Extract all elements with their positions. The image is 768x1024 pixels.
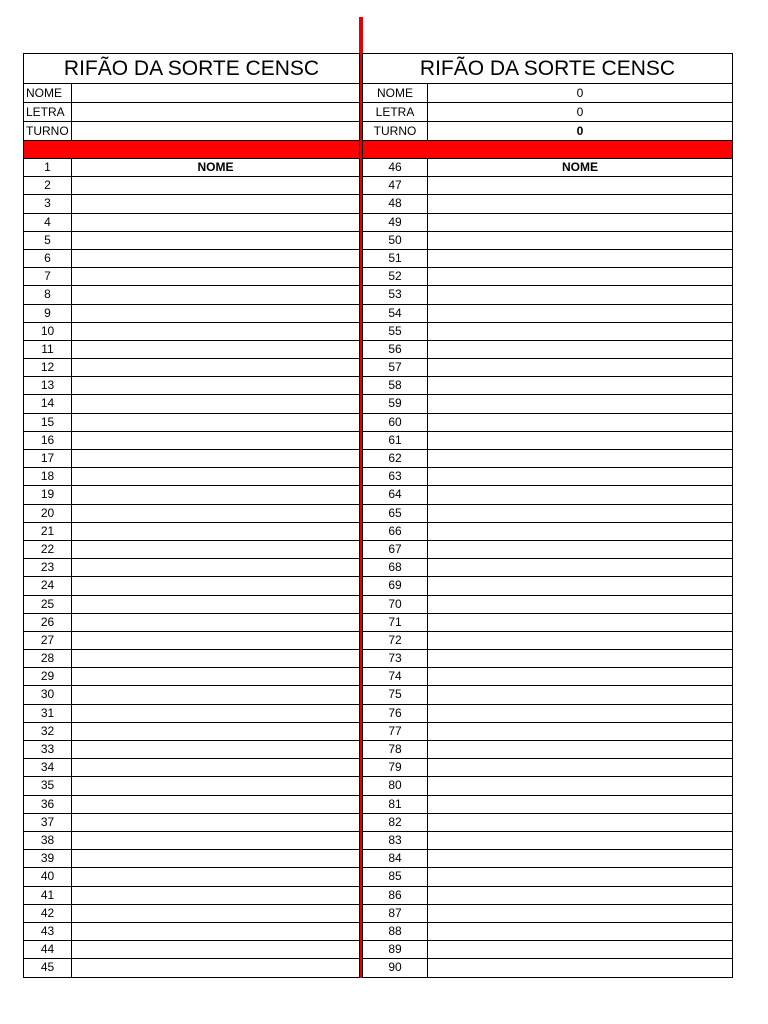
raffle-number: 31: [24, 705, 72, 722]
raffle-row: [24, 887, 359, 905]
name-cell[interactable]: [428, 323, 732, 340]
name-cell[interactable]: [72, 341, 359, 358]
raffle-row: [24, 232, 359, 250]
name-cell[interactable]: [428, 468, 732, 485]
raffle-number: 53: [363, 286, 428, 303]
name-cell[interactable]: [428, 632, 732, 649]
name-cell[interactable]: [72, 941, 359, 958]
name-cell[interactable]: [428, 432, 732, 449]
name-cell[interactable]: [428, 814, 732, 831]
raffle-number: 20: [24, 505, 72, 522]
name-cell[interactable]: [72, 541, 359, 558]
raffle-number: 16: [24, 432, 72, 449]
raffle-number: 67: [363, 541, 428, 558]
raffle-row: [363, 159, 732, 177]
name-cell[interactable]: [72, 959, 359, 977]
raffle-row: [24, 596, 359, 614]
name-cell[interactable]: [428, 341, 732, 358]
field-value[interactable]: [72, 84, 359, 102]
name-cell[interactable]: [428, 195, 732, 212]
name-cell[interactable]: [72, 450, 359, 467]
raffle-row: [363, 832, 732, 850]
raffle-number: 59: [363, 395, 428, 412]
red-separator-band: [363, 141, 732, 159]
raffle-row: [363, 286, 732, 304]
raffle-row: [24, 686, 359, 704]
raffle-number: 58: [363, 377, 428, 394]
name-cell[interactable]: [428, 923, 732, 940]
raffle-row: [24, 705, 359, 723]
raffle-number: 22: [24, 541, 72, 558]
raffle-row: [363, 523, 732, 541]
name-cell[interactable]: [428, 832, 732, 849]
raffle-number: 82: [363, 814, 428, 831]
name-cell[interactable]: [72, 759, 359, 776]
raffle-row: [24, 868, 359, 886]
field-value[interactable]: 0: [576, 105, 584, 119]
raffle-number: 54: [363, 305, 428, 322]
raffle-number: 13: [24, 377, 72, 394]
raffle-row: [363, 941, 732, 959]
raffle-number: 19: [24, 486, 72, 503]
name-cell[interactable]: [428, 959, 732, 977]
name-cell[interactable]: [72, 505, 359, 522]
name-cell[interactable]: [428, 214, 732, 231]
raffle-number: 78: [363, 741, 428, 758]
raffle-row: [363, 814, 732, 832]
name-cell[interactable]: [72, 923, 359, 940]
raffle-row: [363, 341, 732, 359]
name-cell[interactable]: [72, 705, 359, 722]
name-cell[interactable]: [72, 777, 359, 794]
raffle-number: 50: [363, 232, 428, 249]
name-cell[interactable]: [428, 941, 732, 958]
raffle-number: 60: [363, 414, 428, 431]
name-cell[interactable]: [72, 177, 359, 194]
raffle-number: 5: [24, 232, 72, 249]
name-cell[interactable]: [428, 559, 732, 576]
raffle-row: [363, 305, 732, 323]
name-cell[interactable]: [72, 650, 359, 667]
raffle-number: 80: [363, 777, 428, 794]
raffle-number: 7: [24, 268, 72, 285]
name-cell[interactable]: [72, 596, 359, 613]
raffle-row: [363, 850, 732, 868]
raffle-row: [363, 887, 732, 905]
name-cell[interactable]: [428, 505, 732, 522]
raffle-number: 87: [363, 905, 428, 922]
raffle-number: 48: [363, 195, 428, 212]
raffle-number: 15: [24, 414, 72, 431]
raffle-row: [24, 668, 359, 686]
raffle-number: 44: [24, 941, 72, 958]
name-cell[interactable]: [72, 686, 359, 703]
name-cell[interactable]: [428, 541, 732, 558]
field-value[interactable]: [72, 103, 359, 121]
raffle-number: 18: [24, 468, 72, 485]
raffle-number: 66: [363, 523, 428, 540]
raffle-row: [363, 486, 732, 504]
raffle-number: 77: [363, 723, 428, 740]
raffle-row: [24, 577, 359, 595]
raffle-row: [363, 614, 732, 632]
raffle-row: [24, 250, 359, 268]
field-turno: [24, 122, 359, 141]
sheet-title: RIFÃO DA SORTE CENSC: [24, 54, 359, 84]
raffle-number: 55: [363, 323, 428, 340]
raffle-row: [24, 559, 359, 577]
raffle-row: [363, 432, 732, 450]
raffle-row: [24, 468, 359, 486]
name-cell[interactable]: [72, 723, 359, 740]
number-list: [363, 159, 732, 977]
raffle-row: [363, 959, 732, 977]
raffle-number: 71: [363, 614, 428, 631]
name-cell[interactable]: [72, 741, 359, 758]
raffle-sheet-right: [362, 53, 733, 978]
raffle-number: 30: [24, 686, 72, 703]
field-value[interactable]: 0: [576, 124, 584, 138]
name-cell[interactable]: [72, 359, 359, 376]
name-cell[interactable]: [428, 650, 732, 667]
raffle-row: [24, 923, 359, 941]
number-list: [24, 159, 359, 977]
raffle-number: 40: [24, 868, 72, 885]
raffle-number: 38: [24, 832, 72, 849]
raffle-number: 69: [363, 577, 428, 594]
raffle-row: [363, 686, 732, 704]
raffle-row: [24, 414, 359, 432]
raffle-row: [24, 905, 359, 923]
field-label: NOME: [24, 84, 72, 102]
name-cell[interactable]: [428, 486, 732, 503]
raffle-row: [363, 505, 732, 523]
name-cell[interactable]: [72, 468, 359, 485]
raffle-sheet-left: [23, 53, 360, 978]
name-cell[interactable]: [72, 577, 359, 594]
name-cell[interactable]: [72, 195, 359, 212]
raffle-row: [363, 668, 732, 686]
name-cell[interactable]: [72, 323, 359, 340]
raffle-row: [363, 541, 732, 559]
name-cell[interactable]: [428, 596, 732, 613]
name-cell[interactable]: [72, 286, 359, 303]
name-cell[interactable]: [428, 359, 732, 376]
field-value[interactable]: 0: [576, 86, 584, 100]
field-label: NOME: [363, 84, 428, 102]
raffle-number: 17: [24, 450, 72, 467]
raffle-row: [363, 759, 732, 777]
name-cell[interactable]: [428, 268, 732, 285]
raffle-row: [363, 250, 732, 268]
raffle-row: [24, 268, 359, 286]
name-cell[interactable]: [72, 305, 359, 322]
name-cell[interactable]: [72, 377, 359, 394]
name-cell[interactable]: [428, 668, 732, 685]
raffle-row: [363, 868, 732, 886]
name-cell[interactable]: [428, 741, 732, 758]
raffle-row: [363, 450, 732, 468]
name-cell[interactable]: [428, 614, 732, 631]
name-cell[interactable]: [72, 832, 359, 849]
name-cell[interactable]: [72, 614, 359, 631]
raffle-row: [363, 796, 732, 814]
raffle-row: [24, 959, 359, 977]
raffle-number: 73: [363, 650, 428, 667]
raffle-row: [24, 850, 359, 868]
raffle-row: [24, 323, 359, 341]
raffle-number: 63: [363, 468, 428, 485]
name-cell[interactable]: [428, 177, 732, 194]
name-cell[interactable]: [72, 868, 359, 885]
raffle-row: [363, 741, 732, 759]
raffle-number: 49: [363, 214, 428, 231]
name-cell[interactable]: [72, 814, 359, 831]
name-cell[interactable]: [72, 214, 359, 231]
raffle-row: [363, 359, 732, 377]
raffle-row: [24, 832, 359, 850]
raffle-number: 88: [363, 923, 428, 940]
raffle-row: [24, 632, 359, 650]
field-label: LETRA: [363, 103, 428, 121]
raffle-number: 34: [24, 759, 72, 776]
raffle-row: [24, 377, 359, 395]
field-value[interactable]: [72, 122, 359, 140]
raffle-number: 68: [363, 559, 428, 576]
raffle-number: 84: [363, 850, 428, 867]
raffle-row: [24, 214, 359, 232]
name-cell[interactable]: [72, 905, 359, 922]
name-cell[interactable]: [428, 887, 732, 904]
raffle-number: 46: [363, 159, 428, 176]
raffle-row: [363, 268, 732, 286]
raffle-number: 33: [24, 741, 72, 758]
name-cell[interactable]: [72, 668, 359, 685]
name-cell[interactable]: [428, 377, 732, 394]
raffle-row: [363, 577, 732, 595]
raffle-number: 1: [24, 159, 72, 176]
name-cell[interactable]: [428, 523, 732, 540]
name-cell[interactable]: [428, 850, 732, 867]
raffle-row: [363, 195, 732, 213]
name-cell[interactable]: [428, 723, 732, 740]
raffle-row: [24, 286, 359, 304]
raffle-number: 14: [24, 395, 72, 412]
raffle-row: [24, 341, 359, 359]
raffle-number: 29: [24, 668, 72, 685]
raffle-row: [24, 614, 359, 632]
raffle-number: 61: [363, 432, 428, 449]
name-cell[interactable]: [72, 395, 359, 412]
name-cell[interactable]: [72, 414, 359, 431]
raffle-row: [363, 395, 732, 413]
raffle-number: 3: [24, 195, 72, 212]
field-letra: [363, 103, 732, 122]
raffle-number: 79: [363, 759, 428, 776]
raffle-number: 6: [24, 250, 72, 267]
raffle-number: 36: [24, 796, 72, 813]
raffle-number: 26: [24, 614, 72, 631]
raffle-row: [24, 177, 359, 195]
raffle-row: [363, 468, 732, 486]
raffle-row: [363, 923, 732, 941]
raffle-row: [24, 195, 359, 213]
name-cell[interactable]: [72, 850, 359, 867]
raffle-row: [363, 232, 732, 250]
raffle-row: [363, 377, 732, 395]
raffle-row: [24, 723, 359, 741]
field-label: LETRA: [24, 103, 72, 121]
raffle-number: 86: [363, 887, 428, 904]
name-cell[interactable]: [428, 577, 732, 594]
raffle-number: 41: [24, 887, 72, 904]
raffle-row: [24, 741, 359, 759]
name-cell[interactable]: [428, 686, 732, 703]
raffle-row: [363, 596, 732, 614]
raffle-number: 42: [24, 905, 72, 922]
raffle-number: 23: [24, 559, 72, 576]
raffle-row: [24, 777, 359, 795]
field-turno: [363, 122, 732, 141]
name-cell[interactable]: [428, 777, 732, 794]
name-cell[interactable]: [428, 414, 732, 431]
raffle-number: 74: [363, 668, 428, 685]
raffle-number: 81: [363, 796, 428, 813]
raffle-row: [363, 777, 732, 795]
name-cell[interactable]: [428, 868, 732, 885]
raffle-number: 75: [363, 686, 428, 703]
raffle-number: 57: [363, 359, 428, 376]
raffle-row: [363, 414, 732, 432]
raffle-number: 2: [24, 177, 72, 194]
name-cell[interactable]: [72, 432, 359, 449]
raffle-number: 89: [363, 941, 428, 958]
raffle-number: 11: [24, 341, 72, 358]
raffle-number: 70: [363, 596, 428, 613]
raffle-row: [363, 650, 732, 668]
raffle-number: 25: [24, 596, 72, 613]
name-cell[interactable]: [72, 796, 359, 813]
name-column-header: NOME: [197, 160, 234, 174]
raffle-row: [24, 650, 359, 668]
name-cell[interactable]: [72, 232, 359, 249]
name-cell[interactable]: [72, 486, 359, 503]
name-cell[interactable]: [72, 559, 359, 576]
raffle-number: 83: [363, 832, 428, 849]
name-cell[interactable]: [428, 905, 732, 922]
raffle-row: [24, 759, 359, 777]
raffle-row: [24, 432, 359, 450]
raffle-number: 9: [24, 305, 72, 322]
raffle-number: 4: [24, 214, 72, 231]
raffle-row: [363, 214, 732, 232]
raffle-row: [24, 359, 359, 377]
raffle-number: 32: [24, 723, 72, 740]
name-cell[interactable]: [72, 250, 359, 267]
raffle-row: [24, 941, 359, 959]
name-cell[interactable]: [428, 759, 732, 776]
raffle-number: 28: [24, 650, 72, 667]
raffle-number: 45: [24, 959, 72, 977]
raffle-number: 21: [24, 523, 72, 540]
raffle-row: [24, 486, 359, 504]
name-cell[interactable]: [428, 796, 732, 813]
name-cell[interactable]: [428, 232, 732, 249]
raffle-number: 39: [24, 850, 72, 867]
field-nome: [363, 84, 732, 103]
raffle-number: 47: [363, 177, 428, 194]
raffle-number: 52: [363, 268, 428, 285]
name-cell[interactable]: [428, 305, 732, 322]
name-column-header: NOME: [562, 160, 598, 174]
raffle-row: [363, 705, 732, 723]
raffle-number: 8: [24, 286, 72, 303]
raffle-number: 62: [363, 450, 428, 467]
raffle-row: [24, 541, 359, 559]
raffle-number: 12: [24, 359, 72, 376]
name-cell[interactable]: [428, 705, 732, 722]
raffle-row: [363, 559, 732, 577]
raffle-number: 65: [363, 505, 428, 522]
raffle-row: [24, 523, 359, 541]
raffle-number: 51: [363, 250, 428, 267]
raffle-row: [363, 177, 732, 195]
raffle-row: [24, 814, 359, 832]
name-cell[interactable]: [72, 268, 359, 285]
field-label: TURNO: [363, 122, 428, 140]
field-label: TURNO: [24, 122, 72, 140]
raffle-row: [24, 305, 359, 323]
raffle-number: 37: [24, 814, 72, 831]
raffle-number: 27: [24, 632, 72, 649]
raffle-number: 76: [363, 705, 428, 722]
red-separator-band: [24, 141, 359, 159]
raffle-number: 43: [24, 923, 72, 940]
name-cell[interactable]: [72, 632, 359, 649]
name-cell[interactable]: [428, 250, 732, 267]
raffle-row: [24, 159, 359, 177]
raffle-number: 72: [363, 632, 428, 649]
name-cell[interactable]: [72, 887, 359, 904]
raffle-row: [24, 796, 359, 814]
raffle-row: [363, 723, 732, 741]
raffle-number: 56: [363, 341, 428, 358]
field-nome: [24, 84, 359, 103]
raffle-number: 85: [363, 868, 428, 885]
name-cell[interactable]: [428, 395, 732, 412]
raffle-row: [363, 905, 732, 923]
raffle-number: 90: [363, 959, 428, 977]
raffle-number: 64: [363, 486, 428, 503]
raffle-row: [24, 395, 359, 413]
raffle-number: 35: [24, 777, 72, 794]
raffle-row: [24, 450, 359, 468]
name-cell[interactable]: [72, 523, 359, 540]
name-cell[interactable]: [428, 450, 732, 467]
field-letra: [24, 103, 359, 122]
raffle-number: 24: [24, 577, 72, 594]
raffle-number: 10: [24, 323, 72, 340]
raffle-row: [363, 323, 732, 341]
name-cell[interactable]: [428, 286, 732, 303]
sheet-title: RIFÃO DA SORTE CENSC: [363, 54, 732, 84]
raffle-row: [24, 505, 359, 523]
raffle-row: [363, 632, 732, 650]
